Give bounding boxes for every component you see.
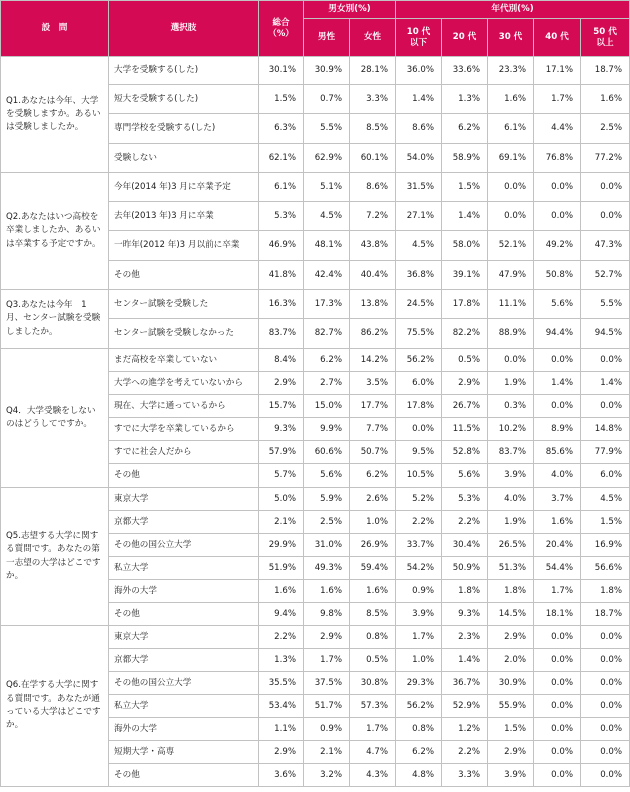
value-cell: 4.5% — [304, 202, 350, 231]
value-cell: 51.9% — [259, 557, 304, 580]
value-cell: 15.7% — [259, 395, 304, 418]
option-cell: その他 — [109, 603, 259, 626]
value-cell: 9.3% — [259, 418, 304, 441]
option-cell: 海外の大学 — [109, 580, 259, 603]
value-cell: 1.6% — [488, 85, 534, 114]
value-cell: 1.6% — [259, 580, 304, 603]
value-cell: 4.0% — [488, 488, 534, 511]
value-cell: 1.9% — [488, 511, 534, 534]
value-cell: 2.9% — [488, 741, 534, 764]
option-cell: センター試験を受験しなかった — [109, 319, 259, 349]
value-cell: 3.5% — [350, 372, 396, 395]
thirties-header: 30 代 — [488, 19, 534, 57]
value-cell: 0.0% — [488, 173, 534, 202]
value-cell: 88.9% — [488, 319, 534, 349]
value-cell: 3.3% — [350, 85, 396, 114]
value-cell: 1.8% — [488, 580, 534, 603]
value-cell: 2.1% — [304, 741, 350, 764]
option-cell: すでに大学を卒業しているから — [109, 418, 259, 441]
value-cell: 2.7% — [304, 372, 350, 395]
value-cell: 0.5% — [350, 649, 396, 672]
value-cell: 40.4% — [350, 261, 396, 290]
option-cell: 今年(2014 年)3 月に卒業予定 — [109, 173, 259, 202]
option-cell: 東京大学 — [109, 488, 259, 511]
value-cell: 2.2% — [442, 741, 488, 764]
value-cell: 1.1% — [259, 718, 304, 741]
value-cell: 11.1% — [488, 290, 534, 319]
value-cell: 0.0% — [581, 764, 630, 787]
value-cell: 76.8% — [534, 144, 581, 173]
value-cell: 49.2% — [534, 231, 581, 261]
value-cell: 5.3% — [442, 488, 488, 511]
value-cell: 4.5% — [581, 488, 630, 511]
value-cell: 0.3% — [488, 395, 534, 418]
value-cell: 4.3% — [350, 764, 396, 787]
value-cell: 5.2% — [396, 488, 442, 511]
value-cell: 0.0% — [534, 718, 581, 741]
value-cell: 77.2% — [581, 144, 630, 173]
value-cell: 51.7% — [304, 695, 350, 718]
value-cell: 5.3% — [259, 202, 304, 231]
value-cell: 83.7% — [259, 319, 304, 349]
value-cell: 5.7% — [259, 464, 304, 488]
table-body — [1, 57, 630, 787]
question-cell: Q5.志望する大学に関する質問です。あなたの第一志望の大学はどこですか。 — [1, 488, 109, 626]
teens-header: 10 代 以下 — [396, 19, 442, 57]
value-cell: 14.8% — [581, 418, 630, 441]
option-cell: 専門学校を受験する(した) — [109, 114, 259, 144]
value-cell: 1.5% — [488, 718, 534, 741]
value-cell: 36.8% — [396, 261, 442, 290]
value-cell: 47.9% — [488, 261, 534, 290]
value-cell: 62.9% — [304, 144, 350, 173]
value-cell: 94.5% — [581, 319, 630, 349]
value-cell: 1.2% — [442, 718, 488, 741]
table-row — [1, 290, 630, 319]
value-cell: 10.5% — [396, 464, 442, 488]
value-cell: 1.0% — [396, 649, 442, 672]
option-cell: その他の国公立大学 — [109, 672, 259, 695]
value-cell: 60.6% — [304, 441, 350, 464]
value-cell: 82.2% — [442, 319, 488, 349]
option-cell: 私立大学 — [109, 695, 259, 718]
value-cell: 0.0% — [581, 395, 630, 418]
value-cell: 2.9% — [488, 626, 534, 649]
value-cell: 1.6% — [350, 580, 396, 603]
value-cell: 0.0% — [534, 626, 581, 649]
value-cell: 14.2% — [350, 349, 396, 372]
value-cell: 1.8% — [581, 580, 630, 603]
value-cell: 6.1% — [259, 173, 304, 202]
value-cell: 17.3% — [304, 290, 350, 319]
value-cell: 2.2% — [442, 511, 488, 534]
value-cell: 30.9% — [304, 57, 350, 85]
value-cell: 10.2% — [488, 418, 534, 441]
value-cell: 55.9% — [488, 695, 534, 718]
value-cell: 0.0% — [534, 173, 581, 202]
value-cell: 1.3% — [259, 649, 304, 672]
value-cell: 17.1% — [534, 57, 581, 85]
option-cell: 短大を受験する(した) — [109, 85, 259, 114]
value-cell: 18.1% — [534, 603, 581, 626]
value-cell: 0.0% — [581, 741, 630, 764]
value-cell: 1.0% — [350, 511, 396, 534]
value-cell: 3.9% — [396, 603, 442, 626]
value-cell: 6.1% — [488, 114, 534, 144]
value-cell: 0.0% — [396, 418, 442, 441]
value-cell: 5.9% — [304, 488, 350, 511]
male-header: 男性 — [304, 19, 350, 57]
value-cell: 17.7% — [350, 395, 396, 418]
value-cell: 0.7% — [304, 85, 350, 114]
value-cell: 6.3% — [259, 114, 304, 144]
value-cell: 0.0% — [581, 173, 630, 202]
option-cell: その他 — [109, 464, 259, 488]
option-cell: センター試験を受験した — [109, 290, 259, 319]
value-cell: 82.7% — [304, 319, 350, 349]
question-cell: Q4．大学受験をしないのはどうしてですか。 — [1, 349, 109, 488]
value-cell: 42.4% — [304, 261, 350, 290]
value-cell: 5.6% — [534, 290, 581, 319]
value-cell: 2.1% — [259, 511, 304, 534]
value-cell: 26.9% — [350, 534, 396, 557]
value-cell: 5.5% — [581, 290, 630, 319]
value-cell: 75.5% — [396, 319, 442, 349]
value-cell: 5.0% — [259, 488, 304, 511]
value-cell: 1.7% — [350, 718, 396, 741]
value-cell: 5.1% — [304, 173, 350, 202]
value-cell: 8.9% — [534, 418, 581, 441]
female-header: 女性 — [350, 19, 396, 57]
value-cell: 77.9% — [581, 441, 630, 464]
table-row — [1, 488, 630, 511]
value-cell: 5.5% — [304, 114, 350, 144]
value-cell: 2.5% — [304, 511, 350, 534]
value-cell: 0.0% — [581, 649, 630, 672]
option-cell: 大学を受験する(した) — [109, 57, 259, 85]
value-cell: 2.9% — [442, 372, 488, 395]
value-cell: 2.9% — [304, 626, 350, 649]
value-cell: 0.0% — [534, 649, 581, 672]
option-cell: 海外の大学 — [109, 718, 259, 741]
value-cell: 0.0% — [581, 626, 630, 649]
value-cell: 2.9% — [259, 741, 304, 764]
value-cell: 8.4% — [259, 349, 304, 372]
value-cell: 18.7% — [581, 57, 630, 85]
option-cell: 京都大学 — [109, 649, 259, 672]
value-cell: 8.6% — [396, 114, 442, 144]
value-cell: 29.3% — [396, 672, 442, 695]
value-cell: 2.2% — [259, 626, 304, 649]
value-cell: 0.0% — [488, 202, 534, 231]
value-cell: 52.9% — [442, 695, 488, 718]
value-cell: 1.7% — [534, 85, 581, 114]
value-cell: 4.7% — [350, 741, 396, 764]
value-cell: 9.3% — [442, 603, 488, 626]
option-cell: 去年(2013 年)3 月に卒業 — [109, 202, 259, 231]
value-cell: 1.3% — [442, 85, 488, 114]
value-cell: 48.1% — [304, 231, 350, 261]
value-cell: 3.9% — [488, 764, 534, 787]
value-cell: 1.4% — [442, 649, 488, 672]
value-cell: 1.4% — [442, 202, 488, 231]
value-cell: 14.5% — [488, 603, 534, 626]
value-cell: 46.9% — [259, 231, 304, 261]
value-cell: 2.6% — [350, 488, 396, 511]
value-cell: 1.7% — [534, 580, 581, 603]
value-cell: 1.4% — [396, 85, 442, 114]
value-cell: 7.7% — [350, 418, 396, 441]
value-cell: 0.5% — [442, 349, 488, 372]
value-cell: 86.2% — [350, 319, 396, 349]
table-header — [1, 1, 630, 57]
value-cell: 0.0% — [534, 349, 581, 372]
option-cell: 一昨年(2012 年)3 月以前に卒業 — [109, 231, 259, 261]
value-cell: 3.6% — [259, 764, 304, 787]
value-cell: 0.0% — [534, 741, 581, 764]
value-cell: 4.8% — [396, 764, 442, 787]
age-group-header: 年代別(%) — [396, 1, 630, 19]
value-cell: 50.9% — [442, 557, 488, 580]
value-cell: 18.7% — [581, 603, 630, 626]
option-cell: その他の国公立大学 — [109, 534, 259, 557]
value-cell: 1.6% — [581, 85, 630, 114]
value-cell: 26.7% — [442, 395, 488, 418]
value-cell: 2.5% — [581, 114, 630, 144]
value-cell: 8.5% — [350, 114, 396, 144]
value-cell: 1.6% — [534, 511, 581, 534]
question-cell: Q6.在学する大学に関する質問です。あなたが通っている大学はどこですか。 — [1, 626, 109, 787]
value-cell: 51.3% — [488, 557, 534, 580]
value-cell: 8.5% — [350, 603, 396, 626]
value-cell: 0.9% — [396, 580, 442, 603]
value-cell: 37.5% — [304, 672, 350, 695]
value-cell: 29.9% — [259, 534, 304, 557]
value-cell: 62.1% — [259, 144, 304, 173]
value-cell: 41.8% — [259, 261, 304, 290]
value-cell: 0.8% — [396, 718, 442, 741]
value-cell: 57.3% — [350, 695, 396, 718]
value-cell: 1.7% — [396, 626, 442, 649]
gender-group-header: 男女別(%) — [304, 1, 396, 19]
value-cell: 11.5% — [442, 418, 488, 441]
value-cell: 9.8% — [304, 603, 350, 626]
value-cell: 58.0% — [442, 231, 488, 261]
table-row — [1, 626, 630, 649]
value-cell: 20.4% — [534, 534, 581, 557]
value-cell: 4.4% — [534, 114, 581, 144]
value-cell: 1.5% — [442, 173, 488, 202]
value-cell: 83.7% — [488, 441, 534, 464]
option-cell: その他 — [109, 261, 259, 290]
value-cell: 53.4% — [259, 695, 304, 718]
value-cell: 0.0% — [534, 202, 581, 231]
value-cell: 4.0% — [534, 464, 581, 488]
value-cell: 9.9% — [304, 418, 350, 441]
value-cell: 56.2% — [396, 349, 442, 372]
value-cell: 26.5% — [488, 534, 534, 557]
value-cell: 30.1% — [259, 57, 304, 85]
option-cell: 現在、大学に通っているから — [109, 395, 259, 418]
table-row — [1, 349, 630, 372]
value-cell: 27.1% — [396, 202, 442, 231]
value-cell: 50.7% — [350, 441, 396, 464]
option-cell: 京都大学 — [109, 511, 259, 534]
value-cell: 31.0% — [304, 534, 350, 557]
value-cell: 56.6% — [581, 557, 630, 580]
value-cell: 54.4% — [534, 557, 581, 580]
value-cell: 59.4% — [350, 557, 396, 580]
value-cell: 35.5% — [259, 672, 304, 695]
value-cell: 3.3% — [442, 764, 488, 787]
option-cell: すでに社会人だから — [109, 441, 259, 464]
value-cell: 1.9% — [488, 372, 534, 395]
value-cell: 0.0% — [581, 718, 630, 741]
value-cell: 57.9% — [259, 441, 304, 464]
value-cell: 0.0% — [581, 349, 630, 372]
value-cell: 9.4% — [259, 603, 304, 626]
value-cell: 6.2% — [396, 741, 442, 764]
value-cell: 39.1% — [442, 261, 488, 290]
option-cell: 受験しない — [109, 144, 259, 173]
value-cell: 3.2% — [304, 764, 350, 787]
value-cell: 52.7% — [581, 261, 630, 290]
value-cell: 8.6% — [350, 173, 396, 202]
twenties-header: 20 代 — [442, 19, 488, 57]
value-cell: 16.3% — [259, 290, 304, 319]
value-cell: 30.8% — [350, 672, 396, 695]
value-cell: 36.0% — [396, 57, 442, 85]
value-cell: 52.1% — [488, 231, 534, 261]
value-cell: 6.0% — [581, 464, 630, 488]
option-cell: まだ高校を卒業していない — [109, 349, 259, 372]
value-cell: 43.8% — [350, 231, 396, 261]
value-cell: 1.8% — [442, 580, 488, 603]
value-cell: 54.2% — [396, 557, 442, 580]
value-cell: 7.2% — [350, 202, 396, 231]
value-cell: 5.6% — [442, 464, 488, 488]
value-cell: 0.0% — [534, 695, 581, 718]
value-cell: 1.5% — [581, 511, 630, 534]
value-cell: 24.5% — [396, 290, 442, 319]
value-cell: 17.8% — [396, 395, 442, 418]
value-cell: 0.0% — [488, 349, 534, 372]
value-cell: 2.9% — [259, 372, 304, 395]
fifties-header: 50 代 以上 — [581, 19, 630, 57]
value-cell: 0.0% — [534, 764, 581, 787]
value-cell: 60.1% — [350, 144, 396, 173]
option-cell: 大学への進学を考えていないから — [109, 372, 259, 395]
value-cell: 0.9% — [304, 718, 350, 741]
value-cell: 31.5% — [396, 173, 442, 202]
value-cell: 1.7% — [304, 649, 350, 672]
value-cell: 4.5% — [396, 231, 442, 261]
question-cell: Q3.あなたは今年 1 月、センター試験を受験しましたか。 — [1, 290, 109, 349]
value-cell: 56.2% — [396, 695, 442, 718]
value-cell: 0.0% — [534, 395, 581, 418]
value-cell: 1.6% — [304, 580, 350, 603]
value-cell: 5.6% — [304, 464, 350, 488]
value-cell: 33.7% — [396, 534, 442, 557]
value-cell: 28.1% — [350, 57, 396, 85]
value-cell: 23.3% — [488, 57, 534, 85]
value-cell: 6.2% — [442, 114, 488, 144]
value-cell: 6.2% — [304, 349, 350, 372]
question-cell: Q1.あなたは今年、大学を受験しますか。あるいは受験しましたか。 — [1, 57, 109, 173]
value-cell: 15.0% — [304, 395, 350, 418]
value-cell: 1.4% — [581, 372, 630, 395]
option-cell: その他 — [109, 764, 259, 787]
value-cell: 2.2% — [396, 511, 442, 534]
value-cell: 3.9% — [488, 464, 534, 488]
forties-header: 40 代 — [534, 19, 581, 57]
value-cell: 1.4% — [534, 372, 581, 395]
value-cell: 0.0% — [581, 695, 630, 718]
value-cell: 30.9% — [488, 672, 534, 695]
value-cell: 13.8% — [350, 290, 396, 319]
total-header: 総合 （%） — [259, 1, 304, 57]
value-cell: 49.3% — [304, 557, 350, 580]
value-cell: 0.0% — [581, 672, 630, 695]
value-cell: 9.5% — [396, 441, 442, 464]
value-cell: 52.8% — [442, 441, 488, 464]
option-cell: 短期大学・高専 — [109, 741, 259, 764]
value-cell: 0.0% — [534, 672, 581, 695]
value-cell: 33.6% — [442, 57, 488, 85]
value-cell: 30.4% — [442, 534, 488, 557]
table-row — [1, 173, 630, 202]
choice-header: 選択肢 — [109, 1, 259, 57]
value-cell: 2.3% — [442, 626, 488, 649]
value-cell: 69.1% — [488, 144, 534, 173]
question-cell: Q2.あなたはいつ高校を卒業しましたか、あるいは卒業する予定ですか。 — [1, 173, 109, 290]
value-cell: 6.0% — [396, 372, 442, 395]
value-cell: 94.4% — [534, 319, 581, 349]
question-header: 設 問 — [1, 1, 109, 57]
table-row — [1, 57, 630, 85]
option-cell: 私立大学 — [109, 557, 259, 580]
value-cell: 0.0% — [581, 202, 630, 231]
value-cell: 1.5% — [259, 85, 304, 114]
value-cell: 0.8% — [350, 626, 396, 649]
value-cell: 54.0% — [396, 144, 442, 173]
value-cell: 17.8% — [442, 290, 488, 319]
value-cell: 16.9% — [581, 534, 630, 557]
value-cell: 85.6% — [534, 441, 581, 464]
value-cell: 58.9% — [442, 144, 488, 173]
value-cell: 3.7% — [534, 488, 581, 511]
value-cell: 47.3% — [581, 231, 630, 261]
value-cell: 50.8% — [534, 261, 581, 290]
value-cell: 6.2% — [350, 464, 396, 488]
value-cell: 2.0% — [488, 649, 534, 672]
value-cell: 36.7% — [442, 672, 488, 695]
option-cell: 東京大学 — [109, 626, 259, 649]
